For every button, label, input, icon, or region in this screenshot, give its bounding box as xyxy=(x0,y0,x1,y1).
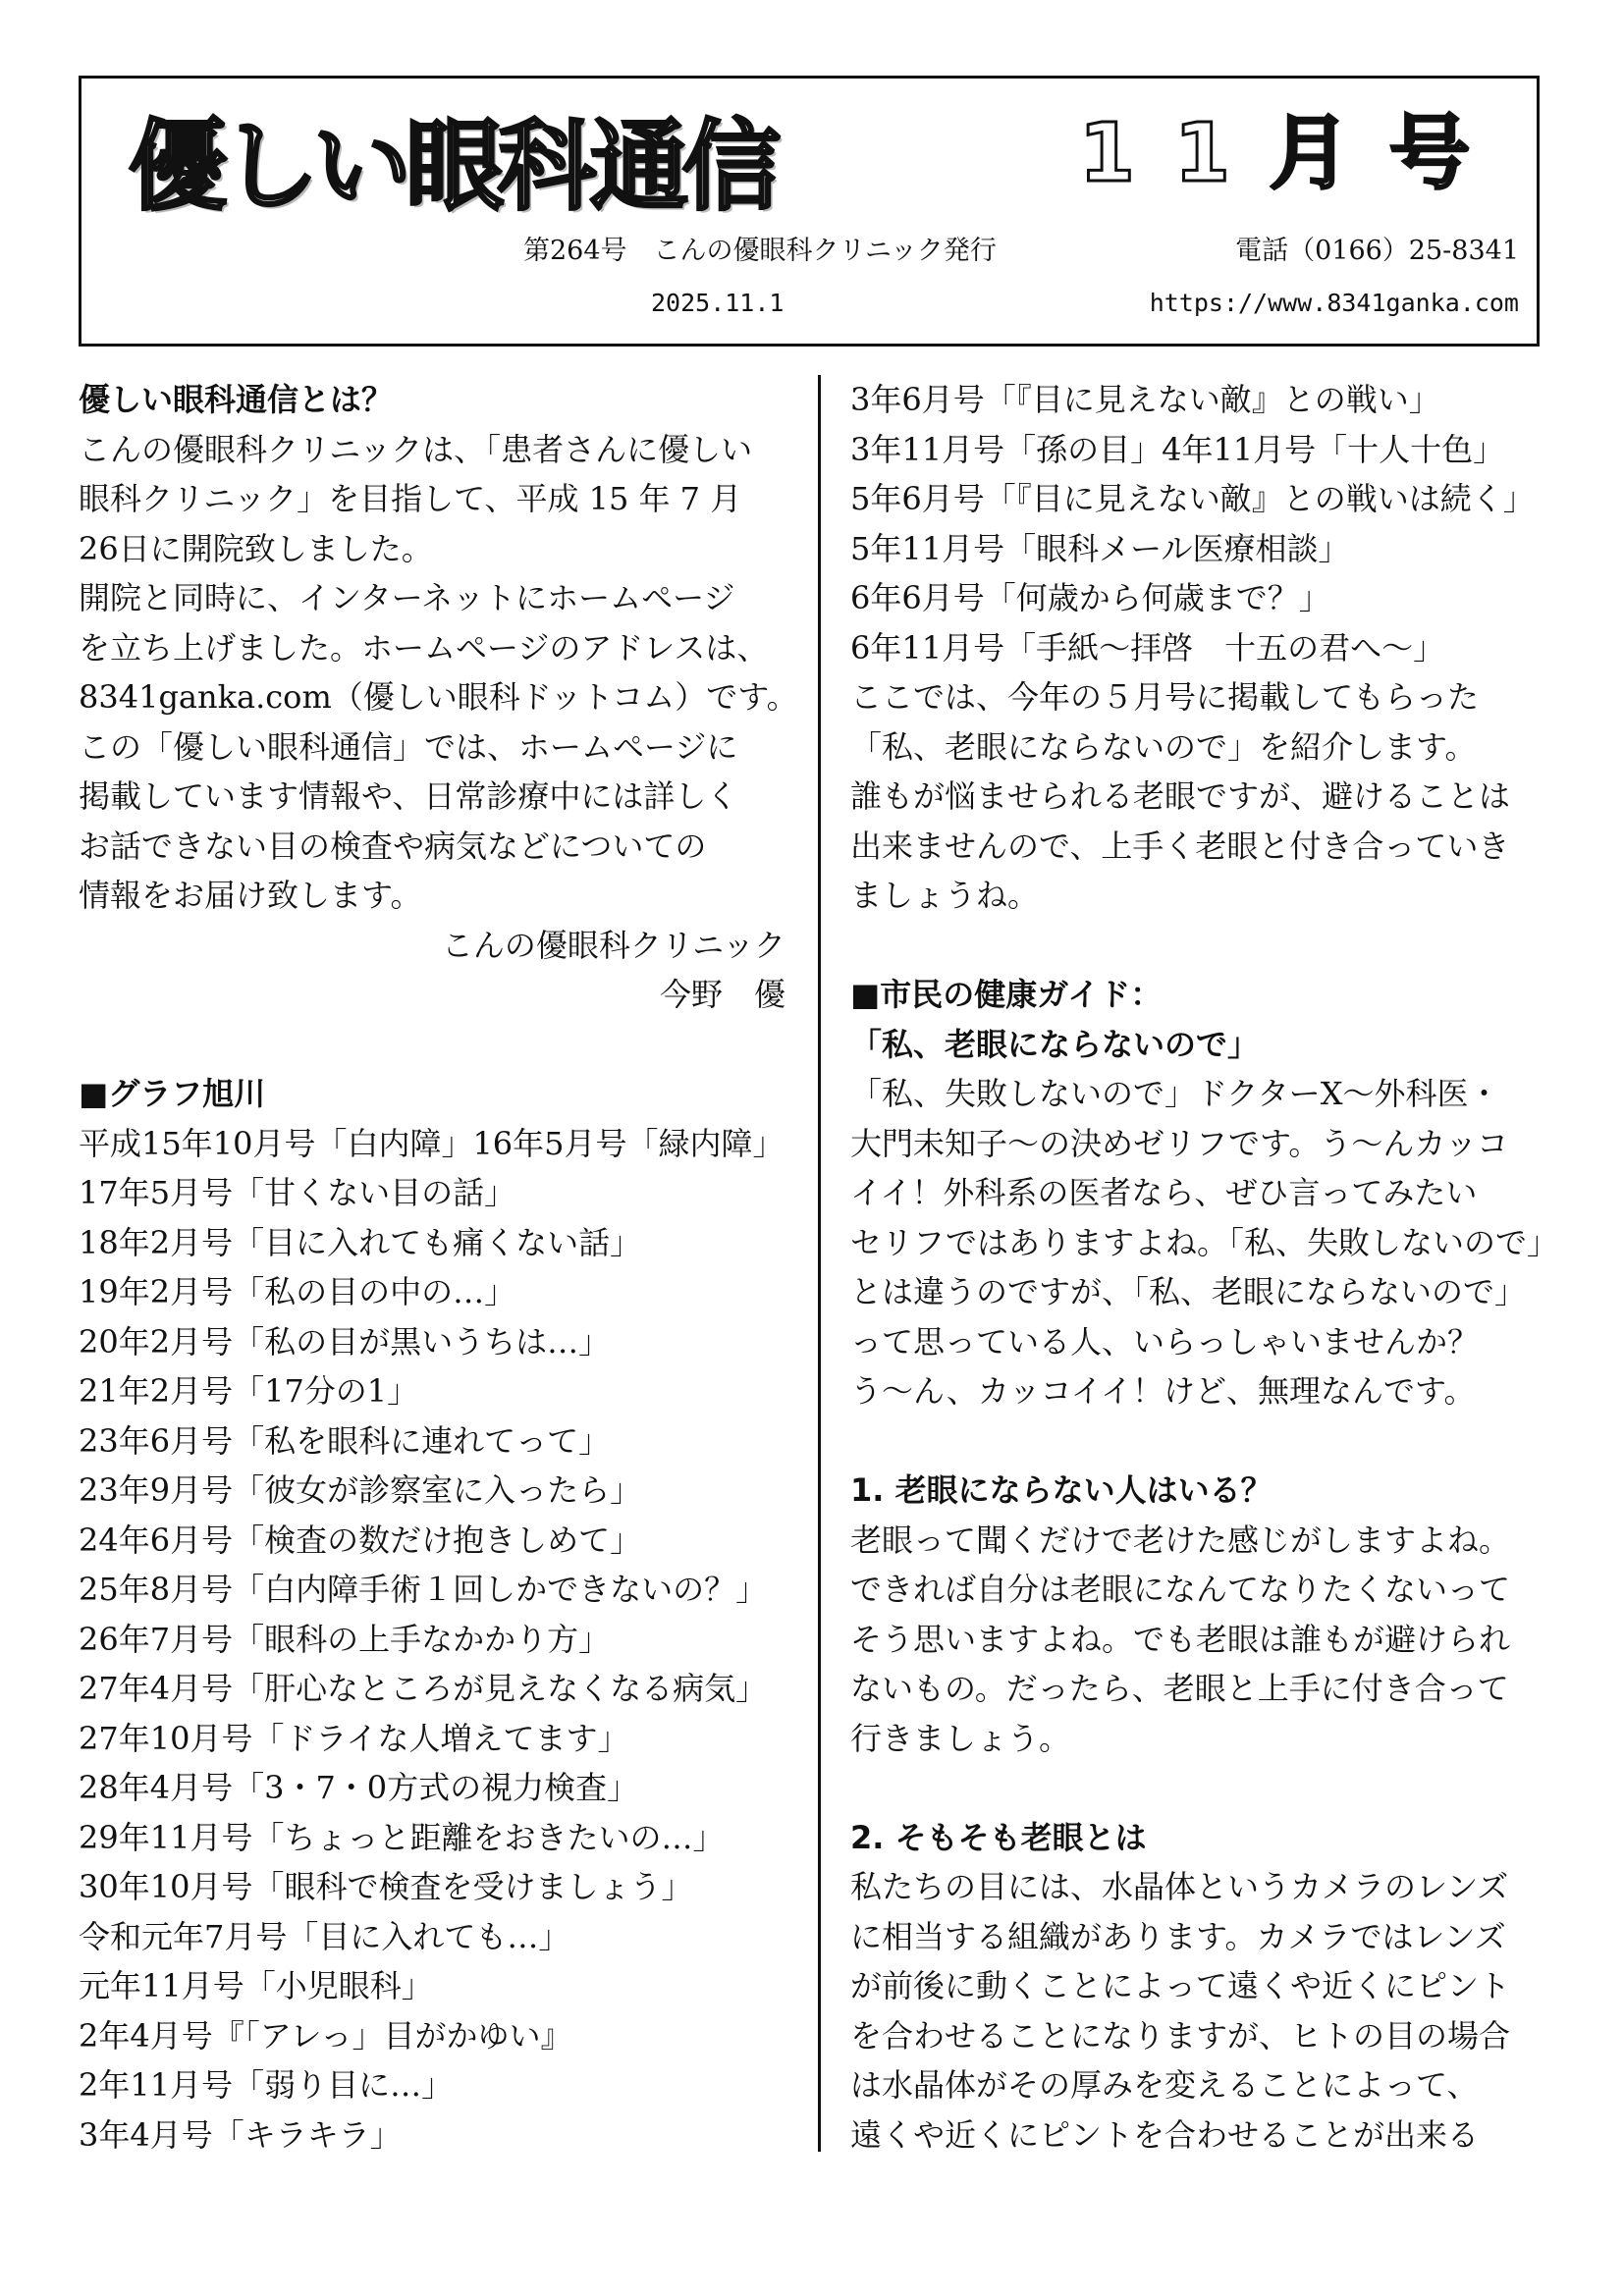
intro-line: を立ち上げました。ホームページのアドレスは、 xyxy=(79,628,769,667)
guide-para-line: 「私、失敗しないので」ドクターX～外科医・ xyxy=(850,1075,1500,1112)
section1-para-line: そう思いますよね。でも老眼は誰もが避けられ xyxy=(850,1620,1511,1658)
column-divider xyxy=(818,375,821,2152)
spacer xyxy=(850,921,1557,971)
guide-subheading: 「私、老眼にならないので」 xyxy=(850,1025,1260,1063)
masthead-title: 優しい眼科通信 xyxy=(129,109,775,224)
intro-para-line: 誰もが悩ませられる老眼ですが、避けることは xyxy=(850,777,1511,815)
graph-item: 3年6月号「『目に見えない敵』との戦い」 xyxy=(850,381,1440,418)
graph-item: 5年11月号「眼科メール医療相談」 xyxy=(850,529,1350,567)
section2-para-line: 私たちの目には、水晶体というカメラのレンズ xyxy=(850,1868,1509,1905)
graph-item: 令和元年7月号「目に入れても…」 xyxy=(79,1917,570,1955)
graph-item: 29年11月号「ちょっと距離をおきたいの…」 xyxy=(79,1818,725,1856)
section2-heading: 2. そもそも老眼とは xyxy=(850,1818,1147,1856)
issue-label: 11月号 xyxy=(1078,107,1509,200)
section2-para-line: 遠くや近くにピントを合わせることが出来る xyxy=(850,2115,1480,2154)
intro-para-line: ここでは、今年の５月号に掲載してもらった xyxy=(850,678,1480,716)
intro-line: 8341ganka.com（優しい眼科ドットコム）です。 xyxy=(79,678,798,716)
graph-item: 23年9月号「彼女が診察室に入ったら」 xyxy=(79,1471,642,1509)
guide-para-line: セリフではありますよね。「私、失敗しないので」 xyxy=(850,1223,1558,1261)
intro-line: 26日に開院致しました。 xyxy=(79,529,433,567)
graph-item: 19年2月号「私の目の中の…」 xyxy=(79,1273,516,1310)
graph-heading: ■グラフ旭川 xyxy=(79,1075,266,1112)
graph-item: 23年6月号「私を眼科に連れてって」 xyxy=(79,1421,611,1460)
issue-number-publisher: 第264号 こんの優眼科クリニック発行 xyxy=(523,236,997,266)
phone-number: 電話（0166）25-8341 xyxy=(1235,236,1519,266)
section1-para-line: 行きましょう。 xyxy=(850,1719,1071,1757)
guide-para-line: って思っている人、いらっしゃいませんか？ xyxy=(850,1322,1480,1361)
intro-line: 掲載しています情報や、日常診療中には詳しく xyxy=(79,777,738,815)
guide-para-line: イイ！外科系の医者なら、ぜひ言ってみたい xyxy=(850,1174,1478,1211)
intro-line: お話できない目の検査や病気などについての xyxy=(79,827,707,865)
graph-item: 27年10月号「ドライな人増えてます」 xyxy=(79,1719,629,1757)
guide-para-line: う～ん、カッコイイ！けど、無理なんです。 xyxy=(850,1372,1476,1410)
right-column xyxy=(850,375,1557,2160)
intro-line: この「優しい眼科通信」では、ホームページに xyxy=(79,727,738,766)
masthead xyxy=(79,76,1540,347)
graph-item: 元年11月号「小児眼科」 xyxy=(79,1967,433,2004)
graph-item: 25年8月号「白内障手術１回しかできないの？」 xyxy=(79,1571,768,1608)
graph-item: 3年11月号「孫の目」4年11月号「十人十色」 xyxy=(850,430,1505,468)
website-url[interactable]: https://www.8341ganka.com xyxy=(1149,289,1519,317)
section2-para-line: が前後に動くことによって遠くや近くにピント xyxy=(850,1967,1511,2004)
intro-para-line: 出来ませんので、上手く老眼と付き合っていき xyxy=(850,827,1510,865)
graph-item: 21年2月号「17分の1」 xyxy=(79,1372,419,1410)
graph-item: 17年5月号「甘くない目の話」 xyxy=(79,1174,516,1211)
graph-item: 6年11月号「手紙～拝啓 十五の君へ～」 xyxy=(850,628,1445,667)
section1-para-line: ないもの。だったら、老眼と上手に付き合って xyxy=(850,1670,1509,1707)
graph-item: 28年4月号「3・7・0方式の視力検査」 xyxy=(79,1769,639,1806)
intro-line: 開院と同時に、インターネットにホームページ xyxy=(79,579,735,616)
section2-para-line: に相当する組織があります。カメラではレンズ xyxy=(850,1917,1506,1955)
section2-para-line: を合わせることになりますが、ヒトの目の場合 xyxy=(850,2016,1511,2055)
intro-para-line: 「私、老眼にならないので」を紹介します。 xyxy=(850,727,1477,766)
section1-para-line: 老眼って聞くだけで老けた感じがしますよね。 xyxy=(850,1521,1511,1559)
spacer xyxy=(850,1763,1557,1813)
signature-name: 今野 優 xyxy=(659,976,785,1013)
graph-item: 26年7月号「眼科の上手なかかり方」 xyxy=(79,1620,611,1658)
intro-para-line: ましょうね。 xyxy=(850,877,1040,914)
section1-para-line: できれば自分は老眼になんてなりたくないって xyxy=(850,1571,1511,1608)
section1-heading: 1. 老眼にならない人はいる？ xyxy=(850,1471,1272,1509)
graph-item: 30年10月号「眼科で検査を受けましょう」 xyxy=(79,1868,693,1905)
graph-item: 3年4月号「キラキラ」 xyxy=(79,2115,402,2154)
graph-item: 24年6月号「検査の数だけ抱きしめて」 xyxy=(79,1521,642,1559)
graph-item: 平成15年10月号「白内障」16年5月号「緑内障」 xyxy=(79,1124,785,1162)
graph-item: 20年2月号「私の目が黒いうちは…」 xyxy=(79,1322,611,1361)
issue-date: 2025.11.1 xyxy=(651,289,785,317)
intro-line: 眼科クリニック」を目指して、平成 15 年 7 月 xyxy=(79,480,742,517)
spacer xyxy=(850,1416,1557,1467)
section2-para-line: は水晶体がその厚みを変えることによって、 xyxy=(850,2066,1479,2104)
intro-heading: 優しい眼科通信とは？ xyxy=(79,381,394,418)
signature-clinic: こんの優眼科クリニック xyxy=(441,926,785,964)
graph-item: 18年2月号「目に入れても痛くない話」 xyxy=(79,1223,642,1261)
guide-para-line: とは違うのですが、「私、老眼にならないので」 xyxy=(850,1273,1527,1310)
graph-item: 27年4月号「肝心なところが見えなくなる病気」 xyxy=(79,1670,768,1707)
guide-para-line: 大門未知子～の決めゼリフです。う～んカッコ xyxy=(850,1124,1509,1162)
graph-item: 2年11月号「弱り目に…」 xyxy=(79,2066,454,2104)
intro-line: こんの優眼科クリニックは、「患者さんに優しい xyxy=(79,430,753,468)
guide-heading: ■市民の健康ガイド： xyxy=(850,976,1163,1013)
graph-item: 2年4月号『「アレっ」目がかゆい』 xyxy=(79,2016,572,2055)
left-column xyxy=(79,375,798,2160)
graph-item: 6年6月号「何歳から何歳まで？」 xyxy=(850,579,1330,616)
intro-line: 情報をお届け致します。 xyxy=(79,877,422,914)
spacer xyxy=(79,1020,785,1070)
graph-item: 5年6月号「『目に見えない敵』との戦いは続く」 xyxy=(850,480,1535,517)
